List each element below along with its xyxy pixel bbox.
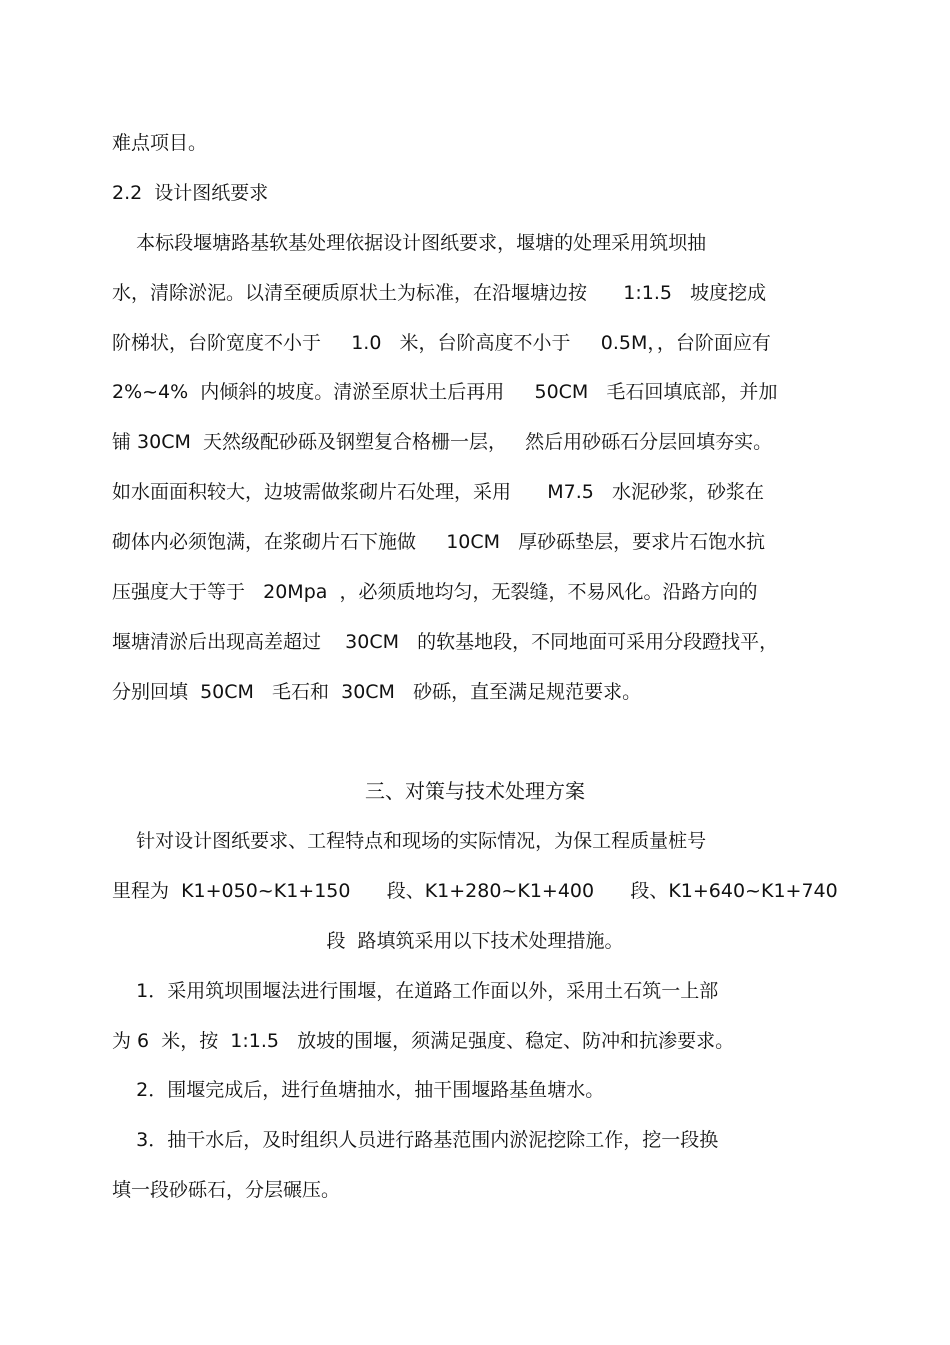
list-item: 2．围堰完成后，进行鱼塘抽水，抽干围堰路基鱼塘水。	[112, 1079, 605, 1101]
text-line: 水，清除淤泥。以清至硬质原状土为标准，在沿堰塘边按 1:1.5 坡度挖成	[112, 282, 767, 304]
text-line: 铺 30CM 天然级配砂砾及钢塑复合格栅一层， 然后用砂砾石分层回填夯实。	[112, 431, 773, 453]
section-title: 三、对策与技术处理方案	[365, 779, 585, 803]
text-line: 2%~4% 内倾斜的坡度。清淤至原状土后再用 50CM 毛石回填底部，并加	[112, 381, 778, 403]
list-item: 1．采用筑坝围堰法进行围堰，在道路工作面以外，采用土石筑一上部	[112, 980, 719, 1002]
text-line-centered: 段 路填筑采用以下技术处理措施。	[326, 930, 624, 952]
text-line: 堰塘清淤后出现高差超过 30CM 的软基地段，不同地面可采用分段蹬找平，	[112, 631, 779, 653]
text-line: 分别回填 50CM 毛石和 30CM 砂砾，直至满足规范要求。	[112, 681, 642, 703]
text-line: 压强度大于等于 20Mpa ，必须质地均匀，无裂缝，不易风化。沿路方向的	[112, 581, 758, 603]
list-item-continuation: 为 6 米，按 1:1.5 放坡的围堰，须满足强度、稳定、防冲和抗渗要求。	[112, 1030, 735, 1052]
list-item-continuation: 填一段砂砾石，分层碾压。	[112, 1179, 341, 1201]
subsection-heading: 2.2 设计图纸要求	[112, 182, 269, 204]
text-line: 里程为 K1+050~K1+150 段、K1+280~K1+400 段、K1+640~K1+740	[112, 880, 838, 902]
text-line: 如水面面积较大，边坡需做浆砌片石处理，采用 M7.5 水泥砂浆，砂浆在	[112, 481, 764, 503]
list-item: 3．抽干水后，及时组织人员进行路基范围内淤泥挖除工作，挖一段换	[112, 1129, 719, 1151]
text-line: 针对设计图纸要求、工程特点和现场的实际情况，为保工程质量桩号	[112, 830, 707, 852]
text-line: 阶梯状，台阶宽度不小于 1.0 米，台阶高度不小于 0.5M，，台阶面应有	[112, 332, 771, 354]
text-line: 难点项目。	[112, 132, 208, 154]
text-line: 本标段堰塘路基软基处理依据设计图纸要求，堰塘的处理采用筑坝抽	[112, 232, 707, 254]
text-line: 砌体内必须饱满，在浆砌片石下施做 10CM 厚砂砾垫层，要求片石饱水抗	[112, 531, 766, 553]
